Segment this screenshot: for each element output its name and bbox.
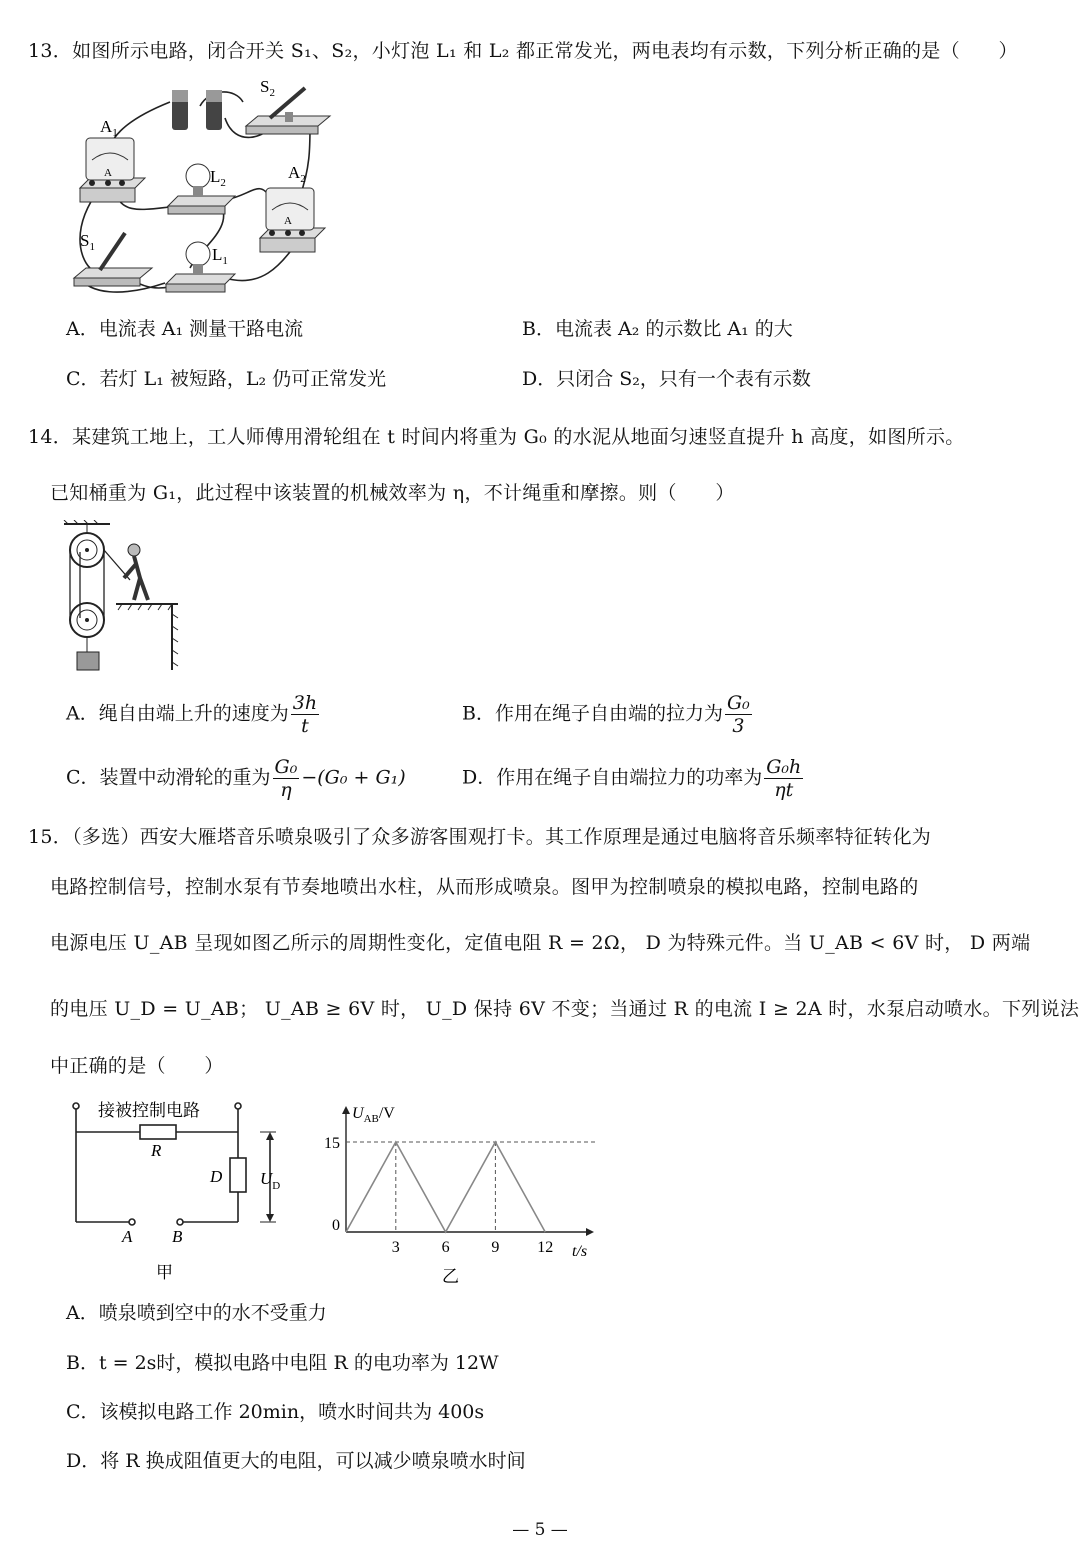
q14-option-c-numerator: G₀ — [274, 756, 298, 778]
q14-option-a[interactable] — [66, 692, 321, 737]
q14-option-c-text: C．装置中动滑轮的重为 — [66, 766, 271, 789]
q14-option-d-text: D．作用在绳子自由端拉力的功率为 — [462, 766, 763, 789]
q14-option-d[interactable] — [462, 756, 805, 801]
a1-label: $A_1$ — [100, 117, 118, 139]
q14-option-b-fraction — [725, 692, 752, 737]
circuit-title: 接被控制电路 — [98, 1101, 200, 1120]
q15-stem-line5: 中正确的是（ ） — [50, 1055, 224, 1077]
q13-stem: 13．如图所示电路，闭合开关 S₁、S₂，小灯泡 L₁ 和 L₂ 都正常发光，两电表均有示数，下列分析正确的是（ ） — [28, 40, 1018, 62]
q15-stem-line1: 15．（多选）西安大雁塔音乐喷泉吸引了众多游客围观打卡。其工作原理是通过电脑将音乐频率特征转化为 — [28, 826, 932, 848]
q14-option-d-denominator: ηt — [774, 779, 794, 801]
q15-option-d[interactable]: D．将 R 换成阻值更大的电阻，可以减少喷泉喷水时间 — [66, 1450, 526, 1472]
x-tick-label: 6 — [441, 1239, 450, 1256]
a2-dial-letter: A — [284, 215, 292, 227]
page-number: — 5 — — [512, 1520, 568, 1540]
y-tick-label: 15 — [324, 1135, 340, 1152]
q14-option-b-denominator: 3 — [732, 715, 745, 737]
chart-x-axis-label: t/s — [572, 1243, 588, 1260]
resistor-label: R — [151, 1141, 162, 1160]
q13-option-c[interactable]: C．若灯 L₁ 被短路，L₂ 仍可正常发光 — [66, 368, 387, 390]
q15-stem-line3: 电源电压 U_AB 呈现如图乙所示的周期性变化，定值电阻 R = 2Ω， D 为特殊元件。当 U_AB < 6V 时， D 两端 — [50, 932, 1031, 954]
q15-stem-line2: 电路控制信号，控制水泵有节奏地喷出水柱，从而形成喷泉。图甲为控制喷泉的模拟电路，控制电路的 — [50, 876, 919, 898]
y-tick-label: 0 — [332, 1217, 340, 1234]
q13-option-d[interactable]: D．只闭合 S₂，只有一个表有示数 — [522, 368, 811, 390]
a1-dial-letter: A — [104, 167, 112, 179]
x-tick-label: 9 — [491, 1239, 500, 1256]
q14-stem-line1: 14．某建筑工地上，工人师傅用滑轮组在 t 时间内将重为 G₀ 的水泥从地面匀速竖直提升 h 高度，如图所示。 — [28, 426, 965, 448]
q14-option-a-denominator: t — [301, 715, 309, 737]
a2-label: $A_2$ — [288, 163, 306, 185]
terminal-a-label: A — [122, 1227, 133, 1246]
chart-caption: 乙 — [442, 1267, 459, 1286]
chart-y-axis-label: $U_{AB}/V$ — [352, 1105, 395, 1125]
terminal-b-label: B — [172, 1227, 183, 1246]
q13-option-b[interactable]: B．电流表 A₂ 的示数比 A₁ 的大 — [522, 318, 793, 340]
q14-option-c-denominator: η — [280, 779, 292, 801]
chart-tick-labels — [324, 1135, 553, 1256]
q14-option-a-text: A．绳自由端上升的速度为 — [66, 702, 289, 725]
q13-option-a[interactable]: A．电流表 A₁ 测量干路电流 — [66, 318, 304, 340]
s1-label: $S_1$ — [80, 231, 95, 253]
q14-option-c[interactable] — [66, 756, 406, 801]
q14-option-b-numerator: G₀ — [726, 692, 750, 714]
q15-option-a[interactable]: A．喷泉喷到空中的水不受重力 — [66, 1302, 327, 1324]
q14-option-c-tail: −(G₀ + G₁) — [301, 766, 406, 789]
x-tick-label: 12 — [537, 1239, 554, 1256]
q15-option-b[interactable]: B．t = 2s时，模拟电路中电阻 R 的电功率为 12W — [66, 1352, 499, 1374]
uab-chart — [322, 1100, 602, 1290]
x-axis-arrow — [586, 1228, 594, 1236]
q15-stem-line4: 的电压 U_D = U_AB； U_AB ≥ 6V 时， U_D 保持 6V 不变；当通过 R 的电流 I ≥ 2A 时，水泵启动喷水。下列说法 — [50, 998, 1080, 1020]
q14-pulley-figure — [60, 520, 190, 680]
q14-option-d-fraction — [764, 756, 803, 801]
circuit-caption: 甲 — [156, 1263, 173, 1282]
q15-circuit-figure — [60, 1092, 300, 1288]
q15-option-c[interactable]: C．该模拟电路工作 20min，喷水时间共为 400s — [66, 1401, 485, 1423]
q14-option-b-text: B．作用在绳子自由端的拉力为 — [462, 702, 723, 725]
y-axis-arrow — [342, 1106, 350, 1114]
q14-option-a-numerator: 3h — [292, 692, 318, 714]
q14-option-b[interactable] — [462, 692, 754, 737]
q14-option-c-fraction — [273, 756, 300, 801]
ud-label: $U_D$ — [260, 1169, 281, 1192]
q14-option-a-fraction — [291, 692, 319, 737]
x-tick-label: 3 — [391, 1239, 400, 1256]
l2-label: $L_2$ — [210, 167, 226, 189]
q14-option-d-numerator: G₀h — [766, 756, 802, 778]
q14-stem-line2: 已知桶重为 G₁，此过程中该装置的机械效率为 η，不计绳重和摩擦。则（ ） — [50, 482, 735, 504]
l1-label: $L_1$ — [212, 245, 228, 267]
s2-label: $S_2$ — [260, 78, 275, 99]
uab-series-line — [346, 1142, 545, 1232]
q13-circuit-figure — [60, 78, 360, 300]
element-d-label: D — [210, 1167, 223, 1186]
